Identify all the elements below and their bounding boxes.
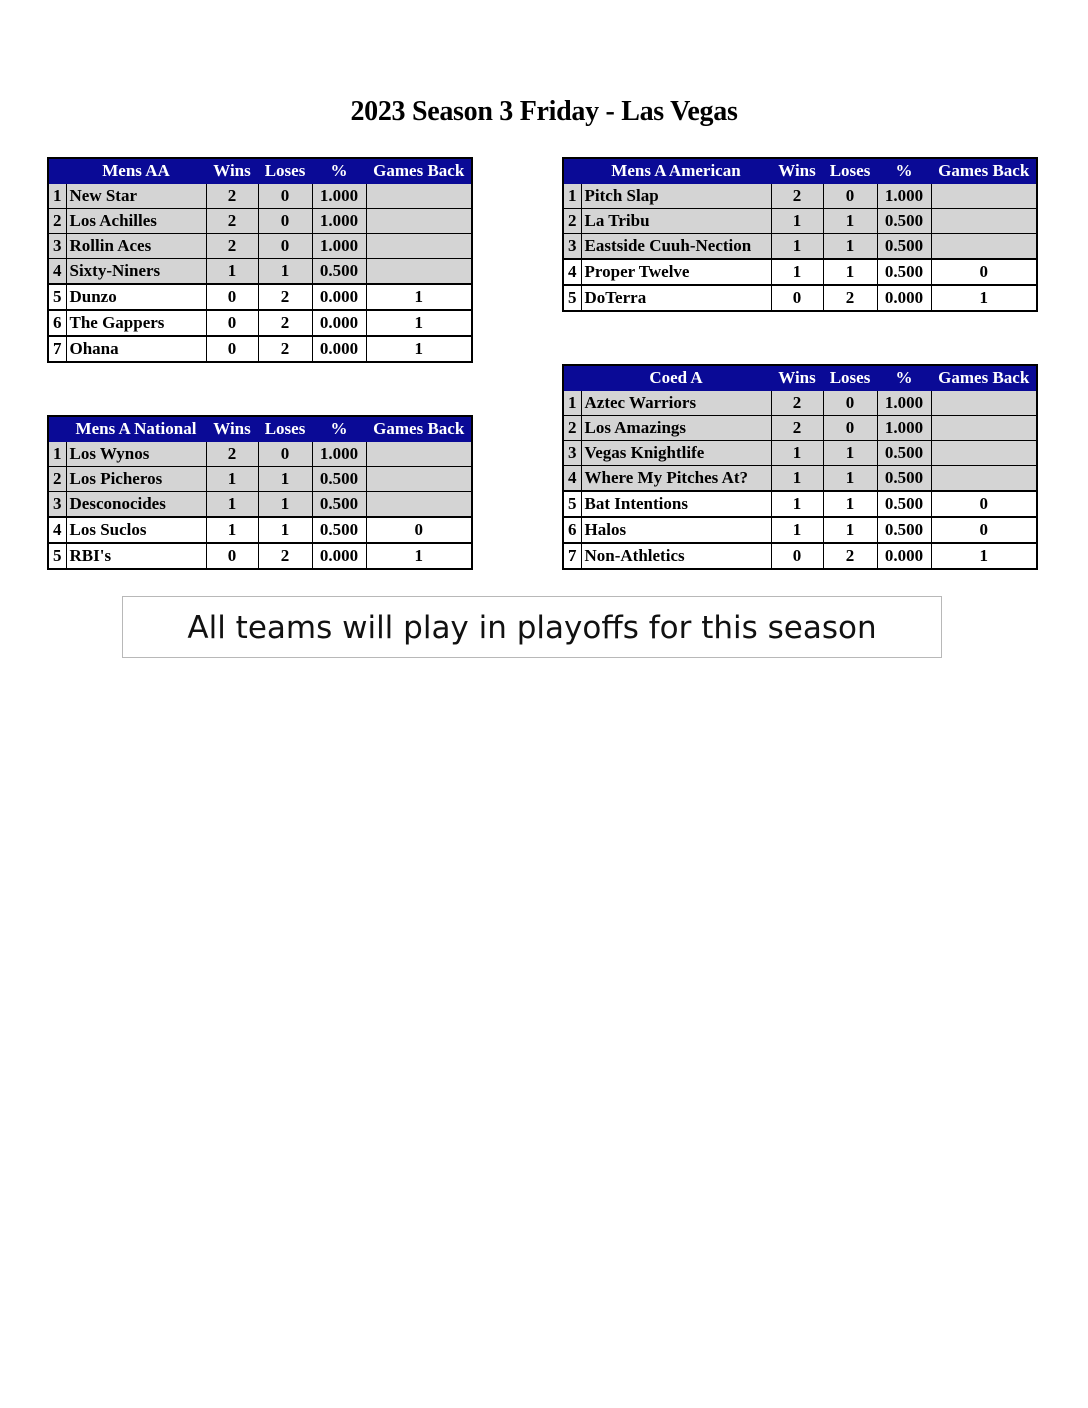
loses-cell: 1	[823, 441, 877, 466]
wins-cell: 1	[771, 491, 823, 517]
table-row	[48, 259, 472, 285]
header-division-name: Mens AA	[66, 158, 206, 184]
pct-cell: 1.000	[877, 391, 931, 416]
games-back-cell	[366, 184, 472, 209]
games-back-cell: 1	[366, 543, 472, 569]
header-pct: %	[312, 158, 366, 184]
team-name-cell: Los Suclos	[66, 517, 206, 543]
header-row	[48, 158, 472, 184]
team-name-cell: Los Amazings	[581, 416, 771, 441]
pct-cell: 0.000	[312, 310, 366, 336]
rank-cell: 1	[48, 442, 66, 467]
wins-cell: 1	[771, 441, 823, 466]
loses-cell: 0	[823, 391, 877, 416]
pct-cell: 0.500	[312, 492, 366, 518]
loses-cell: 2	[823, 543, 877, 569]
header-division-name: Mens A National	[66, 416, 206, 442]
pct-cell: 0.500	[877, 234, 931, 260]
rank-cell: 1	[563, 391, 581, 416]
team-name-cell: Vegas Knightlife	[581, 441, 771, 466]
rank-cell: 2	[563, 209, 581, 234]
pct-cell: 0.500	[877, 517, 931, 543]
loses-cell: 2	[258, 336, 312, 362]
table-row	[563, 259, 1037, 285]
pct-cell: 0.500	[877, 441, 931, 466]
rank-cell: 3	[563, 234, 581, 260]
games-back-cell	[366, 492, 472, 518]
wins-cell: 0	[771, 285, 823, 311]
table-row	[48, 517, 472, 543]
header-loses: Loses	[258, 158, 312, 184]
table-row	[48, 492, 472, 518]
loses-cell: 1	[823, 209, 877, 234]
wins-cell: 2	[206, 234, 258, 259]
rank-cell: 7	[48, 336, 66, 362]
team-name-cell: Rollin Aces	[66, 234, 206, 259]
playoffs-note: All teams will play in playoffs for this season	[122, 596, 942, 658]
header-pct: %	[312, 416, 366, 442]
rank-cell: 2	[48, 209, 66, 234]
team-name-cell: Los Picheros	[66, 467, 206, 492]
loses-cell: 1	[823, 517, 877, 543]
loses-cell: 2	[258, 543, 312, 569]
games-back-cell	[366, 467, 472, 492]
rank-cell: 5	[48, 284, 66, 310]
pct-cell: 1.000	[312, 234, 366, 259]
rank-cell: 4	[563, 259, 581, 285]
wins-cell: 0	[206, 310, 258, 336]
games-back-cell	[366, 209, 472, 234]
header-games-back: Games Back	[366, 158, 472, 184]
page-title: 2023 Season 3 Friday - Las Vegas	[350, 96, 738, 127]
table-row	[48, 209, 472, 234]
table-row	[48, 442, 472, 467]
table-row	[48, 234, 472, 259]
pct-cell: 0.500	[877, 259, 931, 285]
team-name-cell: Desconocides	[66, 492, 206, 518]
header-rank	[48, 158, 66, 184]
wins-cell: 1	[771, 259, 823, 285]
games-back-cell: 0	[931, 259, 1037, 285]
rank-cell: 2	[563, 416, 581, 441]
games-back-cell	[931, 234, 1037, 260]
header-rank	[48, 416, 66, 442]
pct-cell: 0.000	[877, 285, 931, 311]
rank-cell: 2	[48, 467, 66, 492]
table-row	[48, 543, 472, 569]
rank-cell: 6	[48, 310, 66, 336]
table-row	[48, 310, 472, 336]
rank-cell: 1	[563, 184, 581, 209]
games-back-cell: 1	[366, 284, 472, 310]
games-back-cell	[931, 416, 1037, 441]
games-back-cell: 0	[366, 517, 472, 543]
table-row	[48, 284, 472, 310]
header-wins: Wins	[206, 158, 258, 184]
header-wins: Wins	[206, 416, 258, 442]
standings-table-coed-a	[562, 364, 1038, 570]
rank-cell: 5	[563, 285, 581, 311]
wins-cell: 1	[771, 517, 823, 543]
header-division-name: Mens A American	[581, 158, 771, 184]
header-pct: %	[877, 365, 931, 391]
header-loses: Loses	[258, 416, 312, 442]
loses-cell: 1	[823, 466, 877, 492]
games-back-cell	[366, 442, 472, 467]
rank-cell: 5	[563, 491, 581, 517]
header-division-name: Coed A	[581, 365, 771, 391]
rank-cell: 5	[48, 543, 66, 569]
wins-cell: 2	[771, 184, 823, 209]
header-wins: Wins	[771, 365, 823, 391]
pct-cell: 0.500	[877, 209, 931, 234]
team-name-cell: Sixty-Niners	[66, 259, 206, 285]
loses-cell: 2	[258, 284, 312, 310]
wins-cell: 1	[206, 467, 258, 492]
header-pct: %	[877, 158, 931, 184]
loses-cell: 1	[823, 491, 877, 517]
pct-cell: 0.500	[877, 491, 931, 517]
header-loses: Loses	[823, 158, 877, 184]
pct-cell: 0.000	[877, 543, 931, 569]
games-back-cell: 1	[366, 336, 472, 362]
games-back-cell	[931, 441, 1037, 466]
header-wins: Wins	[771, 158, 823, 184]
loses-cell: 0	[258, 209, 312, 234]
pct-cell: 1.000	[877, 416, 931, 441]
pct-cell: 0.000	[312, 336, 366, 362]
games-back-cell	[931, 466, 1037, 492]
pct-cell: 0.000	[312, 284, 366, 310]
loses-cell: 1	[823, 259, 877, 285]
games-back-cell	[931, 209, 1037, 234]
team-name-cell: Ohana	[66, 336, 206, 362]
team-name-cell: Pitch Slap	[581, 184, 771, 209]
wins-cell: 2	[206, 209, 258, 234]
games-back-cell	[366, 234, 472, 259]
loses-cell: 1	[258, 517, 312, 543]
loses-cell: 0	[823, 416, 877, 441]
games-back-cell	[366, 259, 472, 285]
pct-cell: 0.000	[312, 543, 366, 569]
games-back-cell	[931, 184, 1037, 209]
table-row	[563, 391, 1037, 416]
wins-cell: 0	[206, 284, 258, 310]
pct-cell: 0.500	[312, 467, 366, 492]
pct-cell: 1.000	[312, 209, 366, 234]
rank-cell: 7	[563, 543, 581, 569]
team-name-cell: Halos	[581, 517, 771, 543]
rank-cell: 3	[48, 492, 66, 518]
rank-cell: 1	[48, 184, 66, 209]
games-back-cell: 1	[931, 285, 1037, 311]
table-row	[563, 184, 1037, 209]
wins-cell: 0	[771, 543, 823, 569]
team-name-cell: New Star	[66, 184, 206, 209]
table-row	[563, 416, 1037, 441]
loses-cell: 1	[823, 234, 877, 260]
team-name-cell: Non-Athletics	[581, 543, 771, 569]
wins-cell: 0	[206, 543, 258, 569]
table-row	[563, 517, 1037, 543]
rank-cell: 4	[48, 517, 66, 543]
team-name-cell: Where My Pitches At?	[581, 466, 771, 492]
standings-table-mens-a-american	[562, 157, 1038, 312]
team-name-cell: RBI's	[66, 543, 206, 569]
team-name-cell: La Tribu	[581, 209, 771, 234]
wins-cell: 1	[206, 517, 258, 543]
table-row	[563, 466, 1037, 492]
games-back-cell: 0	[931, 517, 1037, 543]
table-row	[563, 234, 1037, 260]
table-row	[563, 285, 1037, 311]
wins-cell: 0	[206, 336, 258, 362]
games-back-cell: 1	[931, 543, 1037, 569]
header-row	[563, 365, 1037, 391]
loses-cell: 1	[258, 259, 312, 285]
pct-cell: 0.500	[312, 517, 366, 543]
standings-table-mens-a-national	[47, 415, 473, 570]
team-name-cell: Dunzo	[66, 284, 206, 310]
header-row	[48, 416, 472, 442]
pct-cell: 1.000	[312, 442, 366, 467]
rank-cell: 3	[48, 234, 66, 259]
wins-cell: 1	[771, 466, 823, 492]
wins-cell: 2	[206, 442, 258, 467]
header-loses: Loses	[823, 365, 877, 391]
pct-cell: 0.500	[877, 466, 931, 492]
table-row	[563, 543, 1037, 569]
wins-cell: 1	[206, 492, 258, 518]
loses-cell: 0	[258, 442, 312, 467]
loses-cell: 0	[258, 234, 312, 259]
loses-cell: 0	[258, 184, 312, 209]
games-back-cell: 1	[366, 310, 472, 336]
header-games-back: Games Back	[931, 158, 1037, 184]
team-name-cell: Proper Twelve	[581, 259, 771, 285]
table-row	[563, 441, 1037, 466]
header-rank	[563, 365, 581, 391]
pct-cell: 1.000	[312, 184, 366, 209]
pct-cell: 0.500	[312, 259, 366, 285]
loses-cell: 2	[258, 310, 312, 336]
team-name-cell: Aztec Warriors	[581, 391, 771, 416]
wins-cell: 2	[206, 184, 258, 209]
team-name-cell: The Gappers	[66, 310, 206, 336]
rank-cell: 4	[563, 466, 581, 492]
pct-cell: 1.000	[877, 184, 931, 209]
team-name-cell: DoTerra	[581, 285, 771, 311]
header-games-back: Games Back	[366, 416, 472, 442]
loses-cell: 1	[258, 467, 312, 492]
wins-cell: 2	[771, 391, 823, 416]
header-row	[563, 158, 1037, 184]
rank-cell: 6	[563, 517, 581, 543]
rank-cell: 4	[48, 259, 66, 285]
table-row	[563, 209, 1037, 234]
team-name-cell: Bat Intentions	[581, 491, 771, 517]
header-rank	[563, 158, 581, 184]
team-name-cell: Eastside Cuuh-Nection	[581, 234, 771, 260]
table-row	[48, 184, 472, 209]
table-row	[48, 336, 472, 362]
wins-cell: 1	[206, 259, 258, 285]
team-name-cell: Los Wynos	[66, 442, 206, 467]
loses-cell: 1	[258, 492, 312, 518]
games-back-cell	[931, 391, 1037, 416]
wins-cell: 1	[771, 234, 823, 260]
loses-cell: 2	[823, 285, 877, 311]
wins-cell: 1	[771, 209, 823, 234]
table-row	[48, 467, 472, 492]
games-back-cell: 0	[931, 491, 1037, 517]
rank-cell: 3	[563, 441, 581, 466]
header-games-back: Games Back	[931, 365, 1037, 391]
wins-cell: 2	[771, 416, 823, 441]
table-row	[563, 491, 1037, 517]
standings-table-mens-aa	[47, 157, 473, 363]
loses-cell: 0	[823, 184, 877, 209]
team-name-cell: Los Achilles	[66, 209, 206, 234]
